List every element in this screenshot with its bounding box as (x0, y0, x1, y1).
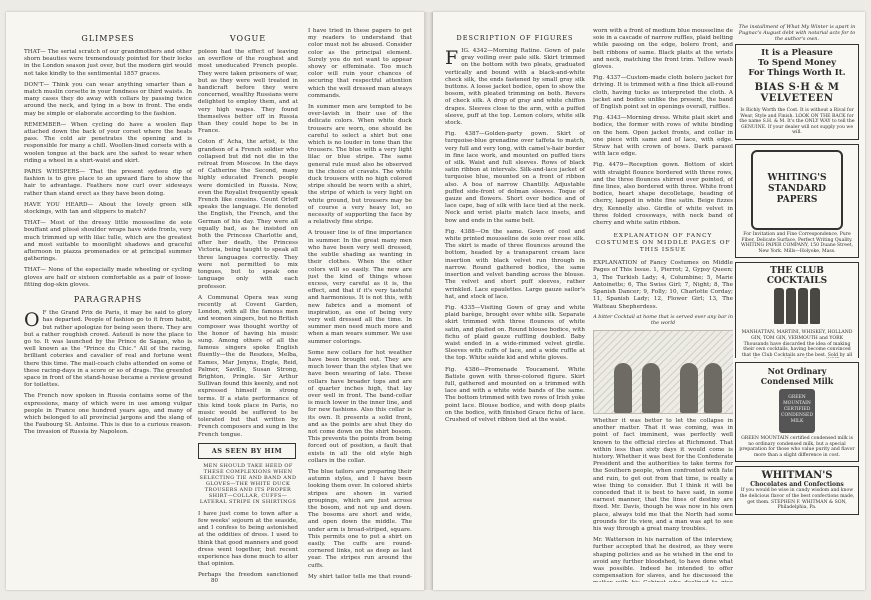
bias-brand: BIAS S·H & M VELVETEEN (754, 82, 840, 104)
figure-description: Fig. 4479—Reception gown. Bottom of skirt with straight flounce bordered with three rows, and the three flounces shirred over pointed, of fine lines, also bordered with three. White front bodice, heart shape decolletage, heading of cherry, lapped in white fine satin. Beige fizzes dry, Kennelly also. Girdle of white velvet in three folded crossways, with neck band of cherry and white satin ribbon. (593, 162, 733, 227)
vogue-paragraph: I have just come to town after a few weeks' sojourn at the seaside, and I confess to being astonished at the oddities of dress. I used to think that good manners and good dress went together, but recent experience has done much to alter that opinion. (198, 510, 298, 568)
explanation-text: EXPLANATION of Fancy Costumes on Middle Pages of This Issue. 1, Pierrot; 2, Gypsy Queen; 3, The Turkish Lady; 4, Columbine; 5, Marie Antoinette; 6, The Swiss Girl; 7, Night; 8, The Spanish Dancer; 9, Folly; 10, Charlotte Corday; 11, Spanish Lady; 12, Flower Girl; 13, The Watteau Shepherdess. (593, 260, 733, 310)
vogue-paragraph: My shirt tailor tells me that round- (308, 573, 412, 580)
bottle-icon (798, 288, 808, 324)
figure-description: Fig. 4386—Promenade Toucament. White Batiste gown with three-colored figure. Skirt full, gathered and mounted on a trimmed with lace and with a white wide bands of the same. The bottom trimmed with two rows of Irish yoke point lace. Blouse bodice, and with deep plaits on the bodice, with finished Grace fichu of lace. Crushed of velvet ribbon tied at the waist. (445, 366, 585, 423)
vogue-paragraph: Coton d' Acha, the artist, is the grandson of a French soldier who collapsed but did not die in the retreat from Moscow. In the days of Catherine the Second, many highly educated French people were domiciled in Russia. Now, even the Royalist frequently speak French like cousins. Count Orloff speaks the language. He denoted the English, the French, and the German of his day. They were all equally bad, as he insisted on both the Princess Charlotte and, after her death, the Princess Victoria, being taught to speak all three languages correctly. They were not permitted to mix tongues, but to speak one language only with each professor. (198, 139, 298, 290)
vogue-heading: VOGUE (229, 34, 267, 43)
as-seen-by-him-banner (198, 443, 296, 459)
vogue-paragraph: I have tried in these papers to get my readers to understand that color must not be abused. Consider color as the principal element. Surely you do not want to appear showy or effeminate. Too much color will ruin your chances of securing that respectful attention which the well dressed man always commands. (308, 28, 412, 99)
whitman-brand: WHITMAN'S (761, 470, 833, 482)
glimpse-paragraph: THAT— The serial scratch of our grandmothers and other shorn beauties were tremendously pointed for their locks in the London season just over, but the modern girl would not take kindly to the sentimental 1857 graces. (24, 49, 192, 77)
pleasure-line-2: To Spend Money (757, 58, 837, 68)
cocktail-block (593, 312, 733, 582)
figure-description: Fig. 4387—Golden-party gown. Skirt of turquoise-blue grenadine over taffeta to match, very full and very long, with camel's-hair border in fine lace work, and mounted on puffed tiers of silk. Waist and full sleeves. Rows of black satin ribbon at intervals. Silk-and-lace jacket of turquoise blue, mounted on a front of ribbon also. A boa of narrow Chantilly. Adjustable puffed side-front of dolman sleeves. Toque of gauze and flowers. Short over bodice and of lace cape, bag of silk with lace tied at the neck. Neck and wrist plaits match lace insets, and bow and ends in the same belt. (445, 131, 585, 224)
right-column-1 (445, 28, 585, 588)
lincoln-paragraph: Whether it was better to let the collapse in another matter. That it was coming, was in point of fact imminent, was perfectly well known to the official circles at Richmond. That within less than sixty days it would come is history. Whether it was best for the Confederate President and the authorities to take terms for the Southern people, when confronted with fate and ruin, to get out from that time, is really a wise thing to consider. But I think it will be conceded that it is best to have said, in some earnest manner, that the lines of destiny are fixed. Mr. Davis, though he was now in his own place, always told me that the North had some grounds for its view, and a man was apt to see his way through a great many troubles. (593, 418, 733, 533)
as-seen-by-him-caption: MEN SHOULD TAKE HEED OF THESE COMPLEXIONS WHEN SELECTING TIE AND BAND AND GLOVES—THE WHITE DUCK TROUSERS AND ITS PROPER SHIRT—COLLAR, CUFFS—LATERAL STRIPE IN SHIRTINGS (199, 462, 297, 505)
milk-text: GREEN MOUNTAIN certified condensed milk is no ordinary condensed milk, but a special preparation for those who value purity and flavor more than a slight difference in cost. (739, 436, 855, 458)
drop-cap: O (24, 309, 40, 332)
vogue-paragraph: The blue tailors are preparing their autumn styles, and I have been looking them over. In colored shirts stripes are shown in varied groupings, which are just across the bosom, and not up and down. The bosoms are short and wide, and open down the middle. The under arm is broad-striped, square. This permits one to put a shirt on easily. The cuffs are round-cornered links, not as deep as last year. The stripes run around the cuffs. (308, 468, 412, 569)
bias-text: Is Richly Worth the Cost. It is without a Rival for Wear, Style and Finish. LOOK ON THE BACK for the name S.H. & M. It's the ONLY WAY to tell the GENUINE. If your dealer will not supply you we will. (739, 108, 855, 136)
whitman-sub: Chocolates and Confections (750, 481, 844, 489)
glimpse-paragraph: THAT— None of the especially made wheeling or cycling gloves are half or sixteen comfortable as a pair of loose-fitting dog-skin gloves. (24, 267, 192, 288)
sketch-caption: A bitter Cocktail at home that is served ever any bar in the world (593, 314, 733, 326)
club-kinds: MANHATTAN, MARTINI, WHISKEY, HOLLAND GIN, TOM GIN, VERMOUTH and YORK (741, 330, 853, 341)
whitman-text: If you would be wise in candy wisdom and know the delicious flavor of the best confections made, get them. STEPHEN F. WHITMAN & SON, Philadelphia, Pa. (739, 488, 855, 511)
figure-description: Fig. 4337—Custom-made cloth bolero jacket for driving. It is trimmed with a fine thick all-round cloth, having tucks as interpreted the cloth. A jacket and bodice unlike the present, the band of English point set in openings overall, ruffles. (593, 75, 733, 111)
left-page (6, 12, 424, 590)
right-page (433, 12, 865, 590)
club-cocktails-ad (735, 262, 859, 358)
bottle-icon (786, 288, 796, 324)
club-text: Thousands have discarded the idea of making their own cocktails, having become convinced that the Club Cocktails are the best. Sold by all (741, 341, 853, 358)
cocktail-bottles (739, 286, 855, 330)
milk-can-icon: GREEN MOUNTAIN CERTIFIED CONDENSED MILK (779, 389, 815, 433)
advertisement-column-lower (735, 362, 859, 519)
paragraphs-text: F the Grand Prix de Paris, it may be said to glory has departed. People of fashion go to it from habit, but rather apologize for being seen there. They are but a rather roughish crowd. Auteuil is now the place to go to. It was launched by the Prince de Sagan, who is well known as the "Prince du Chic." All of the racing, brilliant coteries and cavalier of real and fortune went there this time. The mail-coach clubs attended on some of these racing-days in a score or so of drags. The greenfed space in front of the stand-house became a review ground for toilettes. (24, 310, 192, 389)
glimpse-paragraph: THAT— Most of the dressy little mousseline de soie bouffant and plissé shoulder wraps have wide fronts, very much trimmed up with lilac tulle, which are the greatest and most suitable to moonlight shadows and graceful afternoon in piazza promenades or at principal summer gatherings. (24, 220, 192, 263)
right-column-2-continuation (593, 418, 733, 582)
vogue-paragraph: A trouser line is of fine importance in summer. In the great many men who have been very well dressed, the subtle shading as wanting in their clothes. When the other colors will so easily. The new are just the kind of things whose excess, very careful as it is, the effect, and that if it's very tasteful and harmonious. It is not this, with new fabrics and a moment of inspiration, as one of being very very well dressed all the time. In summer men need much more and when a man wears summer. We use summer colorings. (308, 230, 412, 345)
advertisement-column (735, 22, 859, 358)
glimpses-heading: GLIMPSES (81, 34, 135, 43)
glimpse-paragraph: HAVE YOU HEARD— About the lovely green silk stockings, with tan and slippers to match? (24, 201, 192, 216)
left-column-3 (308, 28, 412, 580)
vogue-paragraph: A Communal Opera was sung recently at Covent Garden, London, with all the famous men and women singers, but no British composer was thought worthy of the honor of having his music sung. Among others of all the famous singers spoke English fluently—the de Reszkes, Melba, Eames, Mar Jenyns, Engle, Reid, Palmer, Saville, Susan Strong, Brighton, Pringle. Sir Arthur Sullivan found this keenly, and not expressed himself in strong terms. If a state performance of this kind took place in Paris, no music would be suffered to be tolerated but that written by French composers and sung in the French tongue. (198, 294, 298, 438)
figure-silhouette (680, 363, 698, 413)
figure-description: Fig. 4388—On the same. Gown of cool and white printed mousseline de soie over rose silk. The skirt is made of three flounces around the bottom, headed by a transparent cream lace insertion with black velvet run through in narrow. Round gathered bodice, the same insertion and velvet banding across the blouse. The velvet and short puff sleeves, rather wrinkled. Lace epaulettes. Large gauze sailor's hat, and stock of lace. (445, 228, 585, 300)
page-number: 80 (211, 578, 218, 584)
vogue-paragraph: Perhaps the freedom sanctioned (198, 572, 298, 579)
ad-header-note: The installment of What My Winter is apart in Pugnac's August debt with notarial acts for to the author's own. (738, 24, 856, 42)
milk-line-2: Condensed Milk (760, 376, 834, 386)
glimpse-paragraph: PARIS WHISPERS— That the present sydeeu dip of fashion is to give place to an upward flare to show the hair to advantage. Feathers now curl over sideways rather than stand erect as they have been doing. (24, 169, 192, 197)
whiting-brand: WHITING'S STANDARD PAPERS (767, 173, 827, 206)
vogue-paragraph: In summer men are tempted to be over-lavish in their use of the delicate colors. When white duck trousers are worn, one should be careful to select a shirt but one which is no louder in tone than the trousers. The blue with a very light lilac or blue stripe. The same general rule must also be observed in the choice of cravats. The white duck trousers with no high colored stripe should be worn with a shirt, the stripe of which is very light on white ground, but trousers may be of course a very heavy lot, so necessity of supporting the face by a relatively fine stripe. (308, 104, 412, 226)
vogue-column (198, 28, 298, 580)
figure-description: worn with a front of medium blue mousseline de soie in a cascade of narrow ruffles, plaid belting while passing on the edge, bolero front, and belt ribbons of same. Black plaits at the wrists and neck, matching the front trim. Yellow wash gloves. (593, 28, 733, 71)
whiting-text: For Invitation and Fine Correspondence. Pure Fiber, Delicate Surface, Perfect Writing Quality. WHITING PAPER COMPANY, 150 Duane Street, New York. Mills—Holyoke, Mass. (741, 231, 853, 254)
binding-gutter (424, 12, 433, 590)
club-brand: THE CLUB COCKTAILS (766, 266, 828, 287)
figure-description: Fig. 4335—Visiting Gown of gray and white plaid barège, brought over white silk. Separate skirt trimmed with three flounces of white satin, and plaited on. Round blouse bodice, with fichu of plaid gauze ruffling doubled. Baby waist ended in a wide-rimmed velvet girdle. Sleeves with cuffs of lace, and a wide ruffle at the top. White suède kid and white gloves. (445, 304, 585, 362)
paragraphs-heading: PARAGRAPHS (73, 295, 143, 305)
glimpse-paragraph: DON'T— Think you can wear anything smarter than a match muslin corsette in your fondness or third waists. In many cases they do away with collars by passing twice around the neck, and tying in a bow in front. The ends may be simple or elaborate according to the fashion. (24, 81, 192, 117)
as-seen-by-him-title: AS SEEN BY HIM (211, 446, 283, 455)
pleasure-line-1: It is a Pleasure (761, 48, 833, 58)
glimpse-paragraph: REMEMBER— When cycling do have a woolen flap attached down the back of your corset where the heats pass. The cold air penetrates the opening and is responsible for many a chill. Woollen-lined corsets with a woolen tongue at the back are the safest to wear when riding a wheel in a shirt-waist and skirt. (24, 121, 192, 164)
right-column-2 (593, 28, 733, 312)
figure-description: Fig. 4343—Morning dress. White plait skirt and bodice, the former with rows of white binding on the hem. Open jacket fronts, and collar in one piece with same and of lace, with edge. Straw hat with crown of bows. Dark parasol with lace edge. (593, 115, 733, 158)
cocktail-sketch-illustration (593, 330, 733, 414)
figure-silhouette (614, 363, 632, 413)
pleasure-line-3: For Things Worth It. (748, 68, 846, 78)
drop-cap: F (445, 47, 459, 69)
vogue-paragraph: Some new collars for hot weather have been brought out. They are much lower than the styles that we have been wearing of late. These collars have broader tops and are of quarter inches high, that lay over well in front. The band-collar is much lower in the inner line, and for new fashions. Also this collar is its own. It presents a solid front, and as the points are shut they do not come down on the shirt bosom. This prevents the points from being forced out of position, a fault that exists in all the old style high collars in the collar. (308, 349, 412, 464)
whiting-medallion (751, 150, 843, 230)
figure-description (445, 48, 585, 127)
milk-line-1: Not Ordinary (767, 366, 827, 376)
explanation-heading: EXPLANATION OF FANCY COSTUMES ON MIDDLE PAGES OF THIS ISSUE (595, 233, 731, 254)
bottle-icon (810, 288, 820, 324)
figure-text: IG. 4342—Morning Ratine. Gown of pale gray voiling over pale silk. Skirt trimmed on the bottom with two pleats, graduated vertically and bound with a black-and-white check silk, the ends fastened by small gray silk buttons. A loose jacket bodice, open to show the bosom, with pleated trimming on both. Revers of check silk. A drop of gray and white chiffon drapes. Sleeves close to the arm, with a puffed sleeve, puff at the top. Lemon colors, white silk stock. (445, 48, 585, 127)
vogue-paragraph: poleon had the effect of leaving an overflow of the roughest and most uneducated French people. They were taken prisoners of war, but as they were well treated in handicraft before they were concerned, wealthy Russians were delighted to employ them, and at very high wages. They found themselves better off in Russia than they could hope to be in France. (198, 49, 298, 135)
paragraphs-body: The French now spoken in Russia contains some of the expressions, many of which were in use among vulgar people in France one hundred years ago, and many of which belonged to all provincial jargons and the slang of the Faubourg St. Antoine. This is due to a curious reason. The invasion of Russia by Napoleon. (24, 393, 192, 436)
description-heading: DESCRIPTION OF FIGURES (456, 34, 574, 42)
bias-velveteen-ad (735, 44, 859, 140)
whitman-ad (735, 466, 859, 514)
bottle-icon (774, 288, 784, 324)
figure-silhouette (642, 363, 660, 413)
figure-silhouette (704, 363, 722, 413)
paragraphs-body (24, 310, 192, 389)
condensed-milk-ad (735, 362, 859, 462)
lincoln-paragraph: Mr. Watterson in his narration of the interview, further accepted that he desired, as they were shaping policies and as he wished in the end to avoid any further bloodshed, to have done what was possible. Indeed he intended to offer compensation for slaves, and he discussed the (593, 537, 733, 580)
left-column-1 (24, 28, 192, 580)
whiting-papers-ad (735, 144, 859, 258)
